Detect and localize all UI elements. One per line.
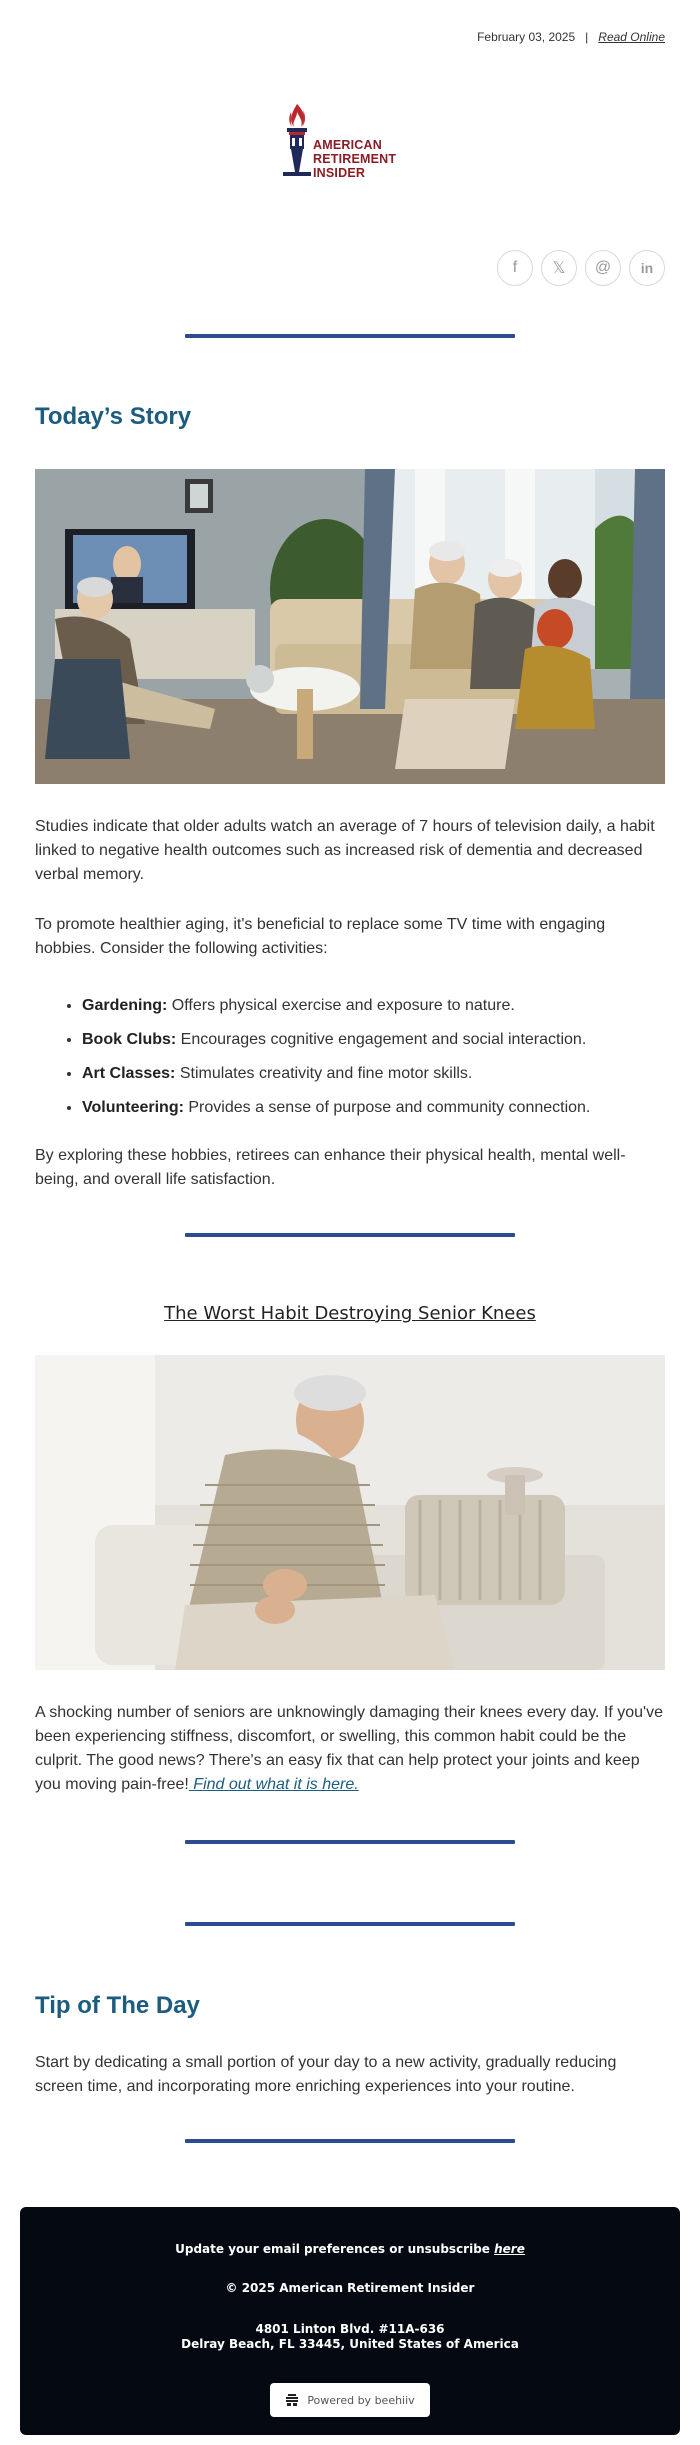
list-item bbox=[82, 994, 662, 1028]
footer-preferences bbox=[20, 2242, 680, 2256]
story-paragraph-2: To promote healthier aging, it's beneficial to replace some TV time with engaging hobbies. Consider the following activities: bbox=[35, 916, 606, 957]
activity-list bbox=[82, 994, 662, 1130]
threads-glyph: @ bbox=[594, 259, 612, 276]
activity-name: Book Clubs: bbox=[82, 1031, 177, 1048]
story-paragraph-3: By exploring these hobbies, retirees can enhance their physical health, mental well-being, and overall life satisfaction. bbox=[35, 1147, 626, 1188]
threads-icon[interactable] bbox=[585, 250, 621, 286]
tip-body: Start by dedicating a small portion of your day to a new activity, gradually reducing screen time, and incorporating more enriching experiences into your routine. bbox=[35, 2054, 617, 2095]
activity-desc: Offers physical exercise and exposure to nature. bbox=[167, 997, 515, 1014]
facebook-glyph: f bbox=[512, 259, 518, 276]
story-paragraph-1: Studies indicate that older adults watch an average of 7 hours of television daily, a habit linked to negative health outcomes such as increased risk of dementia and decreased verbal memory. bbox=[35, 818, 655, 883]
sponsor-title-link[interactable]: The Worst Habit Destroying Senior Knees bbox=[164, 1303, 536, 1324]
linkedin-glyph: in bbox=[640, 260, 654, 276]
read-online-link[interactable]: Read Online bbox=[598, 30, 665, 44]
activity-name: Art Classes: bbox=[82, 1065, 176, 1082]
tip-heading: Tip of The Day bbox=[35, 1992, 200, 2019]
activity-desc: Stimulates creativity and fine motor skills. bbox=[175, 1065, 473, 1082]
footer-address-2: Delray Beach, FL 33445, United States of America bbox=[181, 2337, 519, 2351]
footer bbox=[20, 2207, 680, 2435]
story-photo bbox=[35, 469, 665, 784]
divider bbox=[185, 1840, 515, 1844]
find-out-link[interactable]: Find out what it is here. bbox=[188, 1776, 359, 1793]
separator: | bbox=[585, 30, 589, 44]
senior-knee-pain-photo bbox=[35, 1355, 665, 1670]
activity-name: Volunteering: bbox=[82, 1099, 184, 1116]
x-glyph: 𝕏 bbox=[552, 260, 566, 277]
sponsor-title[interactable] bbox=[0, 1303, 700, 1324]
prefs-text: Update your email preferences or unsubscribe bbox=[175, 2242, 495, 2256]
divider bbox=[185, 1233, 515, 1237]
brand-logo[interactable] bbox=[275, 100, 425, 192]
linkedin-icon[interactable] bbox=[629, 250, 665, 286]
divider bbox=[185, 334, 515, 338]
social-links bbox=[497, 250, 665, 286]
top-bar bbox=[477, 30, 665, 44]
footer-copyright: © 2025 American Retirement Insider bbox=[225, 2281, 475, 2295]
footer-address-1: 4801 Linton Blvd. #11A-636 bbox=[255, 2322, 445, 2336]
list-item bbox=[82, 1028, 662, 1062]
sponsor-body-text: A shocking number of seniors are unknowingly damaging their knees every day. If you've been experiencing stiffness, discomfort, or swelling, this common habit could be the culprit. The good news? There's an easy fix that can help protect your joints and keep you moving pain-free! bbox=[35, 1704, 663, 1793]
powered-by-badge[interactable] bbox=[270, 2383, 430, 2417]
issue-date: February 03, 2025 bbox=[477, 30, 576, 44]
sponsor-photo[interactable] bbox=[35, 1355, 665, 1670]
sponsor-body bbox=[35, 1701, 665, 1797]
facebook-icon[interactable] bbox=[497, 250, 533, 286]
list-item bbox=[82, 1096, 662, 1130]
activity-desc: Provides a sense of purpose and community connection. bbox=[183, 1099, 591, 1116]
divider bbox=[185, 2139, 515, 2143]
unsubscribe-link[interactable]: here bbox=[494, 2242, 525, 2256]
living-room-tv-photo bbox=[35, 469, 665, 784]
brand-line-1: AMERICAN bbox=[313, 138, 382, 152]
powered-by-text: Powered by beehiiv bbox=[307, 2393, 415, 2407]
list-item bbox=[82, 1062, 662, 1096]
brand-line-2: RETIREMENT INSIDER bbox=[313, 152, 397, 180]
brand-wordmark bbox=[313, 138, 425, 180]
divider bbox=[185, 1922, 515, 1926]
x-icon[interactable] bbox=[541, 250, 577, 286]
activity-desc: Encourages cognitive engagement and social interaction. bbox=[176, 1031, 587, 1048]
story-heading: Today’s Story bbox=[35, 403, 192, 430]
beehiiv-icon bbox=[285, 2393, 299, 2407]
activity-name: Gardening: bbox=[82, 997, 168, 1014]
